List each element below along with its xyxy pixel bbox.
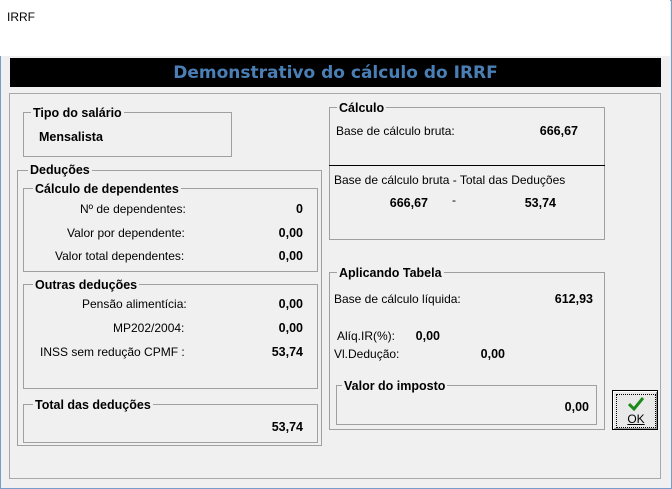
ok-button[interactable] [612,390,658,430]
pensao-value: 0,00 [278,297,303,311]
deducoes-legend: Deduções [30,163,90,177]
base-diff-deducoes-value: 53,74 [524,196,556,210]
check-icon [628,397,644,411]
valor-total-dependentes-value: 0,00 [278,249,303,263]
base-liquida-value: 612,93 [554,292,593,306]
valor-imposto-legend: Valor do imposto [344,379,446,393]
ok-button-label: OK [627,412,645,426]
tipo-salario-value: Mensalista [39,130,103,144]
base-diff-bruta-value: 666,67 [389,196,428,210]
pensao-label: Pensão alimentícia: [82,297,187,311]
menu-bar [0,32,670,56]
banner-title: Demonstrativo do cálculo do IRRF [173,62,498,83]
banner [10,58,661,87]
inss-value: 53,74 [271,345,303,359]
valor-total-dependentes-label: Valor total dependentes: [55,249,185,263]
mp202-value: 0,00 [278,321,303,335]
deducao-label: Vl.Dedução: [334,347,400,361]
mp202-label: MP202/2004: [113,321,185,335]
deducao-value: 0,00 [480,347,505,361]
aliquota-label: Alíq.IR(%): [337,329,396,343]
tipo-salario-legend: Tipo do salário [33,106,122,120]
valor-dependente-value: 0,00 [278,226,303,240]
base-bruta-label: Base de cálculo bruta: [336,124,455,138]
title-bar [0,0,670,32]
ok-button-focus [616,394,656,428]
dependentes-legend: Cálculo de dependentes [35,182,179,196]
inss-label: INSS sem redução CPMF : [40,345,185,359]
outras-deducoes-legend: Outras deduções [35,278,138,292]
base-bruta-value: 666,67 [539,124,578,138]
calculo-divider [329,165,605,166]
aplicando-tabela-legend: Aplicando Tabela [339,266,442,280]
total-deducoes-value: 53,74 [271,420,303,434]
base-diff-label: Base de cálculo bruta - Total das Deduções [334,173,566,187]
calculo-legend: Cálculo [339,101,385,115]
base-diff-separator: - [452,193,456,207]
valor-dependente-label: Valor por dependente: [67,226,185,240]
aliquota-value: 0,00 [415,329,440,343]
num-dependentes-label: Nº de dependentes: [80,202,186,216]
total-deducoes-legend: Total das deduções [35,398,151,412]
base-liquida-label: Base de cálculo líquida: [334,292,461,306]
num-dependentes-value: 0 [296,202,303,216]
window-title: IRRF [7,10,35,24]
valor-imposto-value: 0,00 [564,400,589,414]
